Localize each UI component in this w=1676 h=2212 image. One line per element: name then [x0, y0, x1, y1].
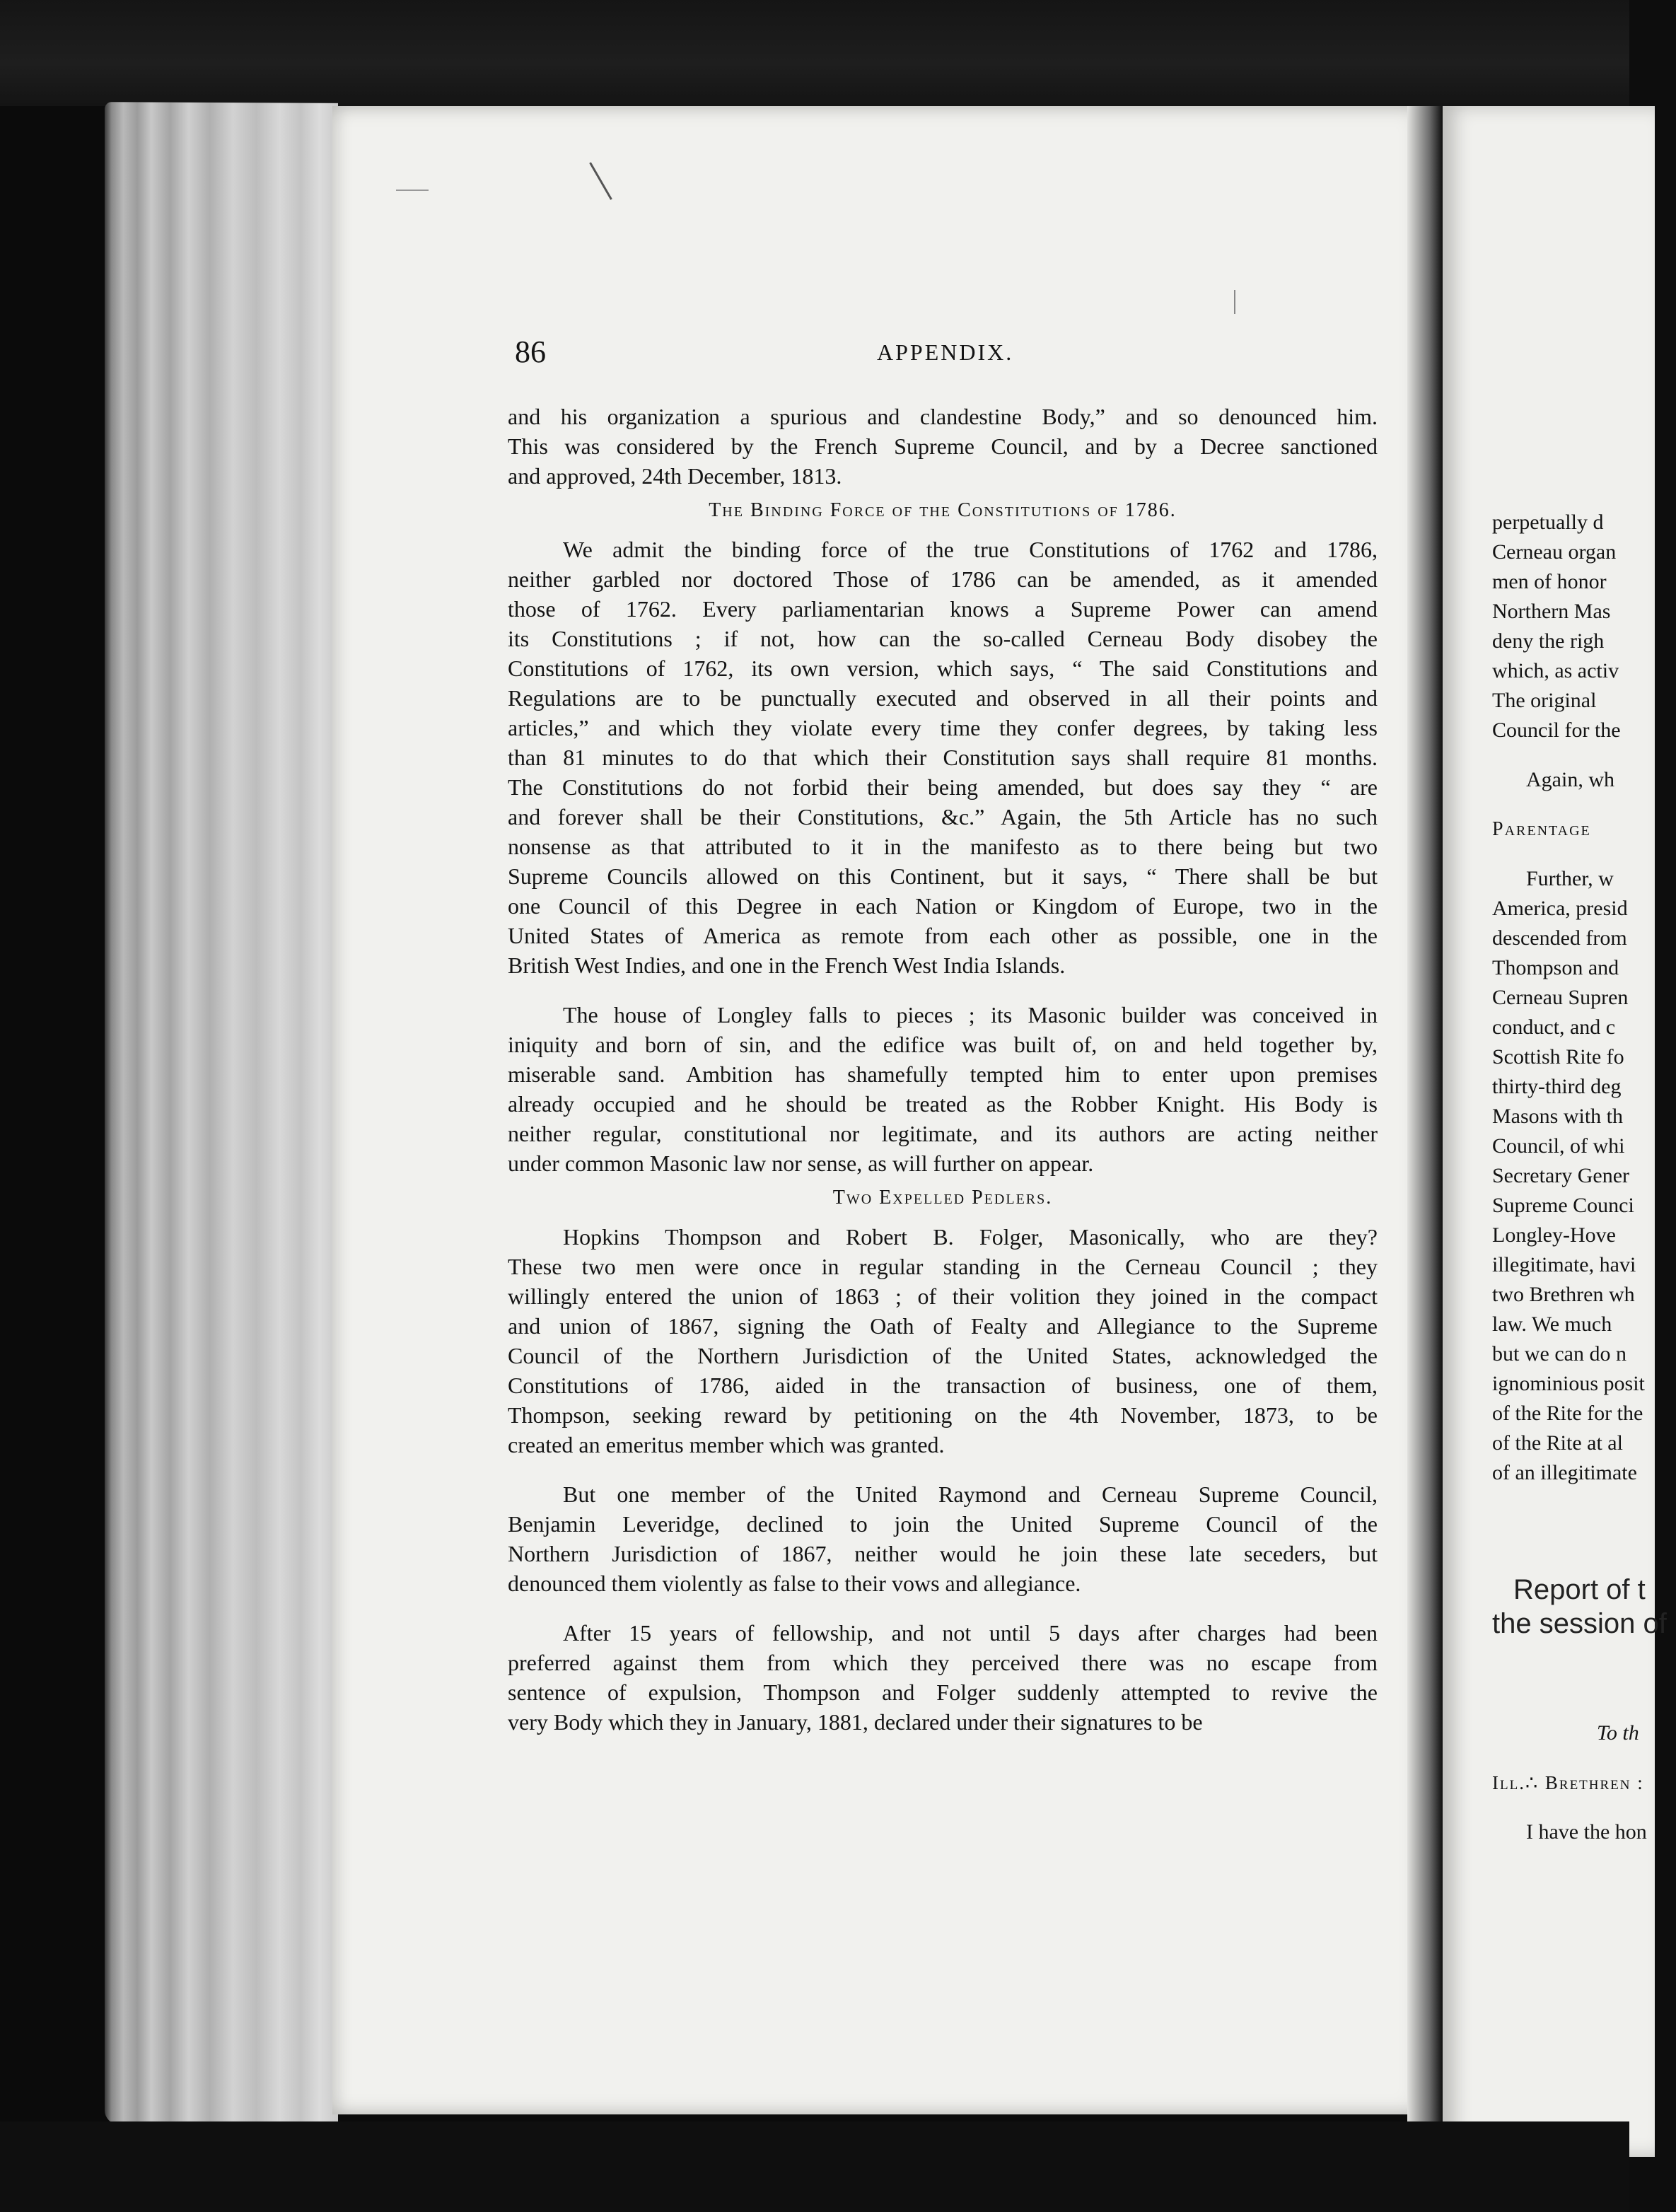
text-line: Constitutions of 1762, its own version, which says, “ The said Constitutions and	[508, 656, 1378, 681]
scan-mark	[396, 190, 429, 191]
text-line: Benjamin Leveridge, declined to join the United Supreme Council of the	[508, 1511, 1378, 1537]
text-line: miserable sand. Ambition has shamefully tempted him to enter upon premises	[508, 1061, 1378, 1087]
right-page-text-line: two Brethren wh	[1492, 1283, 1635, 1306]
text-line: We admit the binding force of the true Constitutions of 1762 and 1786,	[563, 537, 1378, 562]
text-line: These two men were once in regular standing in the Cerneau Council ; they	[508, 1254, 1378, 1279]
right-page-text	[1492, 508, 1676, 1847]
right-page-text-line: ignominious posit	[1492, 1372, 1645, 1395]
text-line: and approved, 24th December, 1813.	[508, 463, 842, 489]
right-page-text-line: law. We much	[1492, 1312, 1612, 1336]
right-page-lines-top	[1492, 508, 1676, 745]
text-line: already occupied and he should be treated as the Robber Knight. His Body is	[508, 1091, 1378, 1117]
text-line: Thompson, seeking reward by petitioning on the 4th November, 1873, to be	[508, 1402, 1378, 1428]
text-line: one Council of this Degree in each Nation or Kingdom of Europe, two in the	[508, 893, 1378, 919]
right-page-text-line: Further, w	[1526, 867, 1614, 890]
right-page-text-line: Masons with th	[1492, 1105, 1624, 1128]
right-page-text-line: Council, of whi	[1492, 1134, 1625, 1158]
right-page-report-line-1: Report of t	[1513, 1574, 1646, 1605]
right-page-text-line: The original	[1492, 689, 1597, 712]
right-page-text-line: men of honor	[1492, 570, 1607, 593]
text-line: sentence of expulsion, Thompson and Folger suddenly attempted to revive the	[508, 1680, 1378, 1705]
text-line: United States of America as remote from each other as possible, one in the	[508, 923, 1378, 948]
right-page-text-line: conduct, and c	[1492, 1015, 1616, 1039]
text-line: and his organization a spurious and clandestine Body,” and so denounced him.	[508, 404, 1378, 429]
text-line: those of 1762. Every parliamentarian knows a Supreme Power can amend	[508, 596, 1378, 622]
right-page-parentage-heading: Parentage	[1492, 818, 1591, 840]
text-line: Hopkins Thompson and Robert B. Folger, Masonically, who are they?	[563, 1224, 1378, 1250]
right-page-text-line: deny the righ	[1492, 629, 1605, 653]
right-page-text-line: Supreme Counci	[1492, 1194, 1634, 1217]
scanner-background-bottom	[0, 2121, 1629, 2212]
right-page-text-line: perpetually d	[1492, 511, 1604, 534]
text-line: its Constitutions ; if not, how can the so-called Cerneau Body disobey the	[508, 626, 1378, 651]
right-page-text-line: Longley-Hove	[1492, 1223, 1616, 1247]
text-line: neither regular, constitutional nor legitimate, and its authors are acting neither	[508, 1121, 1378, 1146]
text-line: Northern Jurisdiction of 1867, neither would he join these late seceders, but	[508, 1541, 1378, 1566]
text-line: But one member of the United Raymond and Cerneau Supreme Council,	[563, 1482, 1378, 1507]
right-page-text-line: of the Rite at al	[1492, 1431, 1623, 1455]
right-page-text-line: Northern Mas	[1492, 600, 1611, 623]
right-page-again-line: Again, wh	[1526, 768, 1614, 791]
right-page-lines-middle	[1492, 864, 1676, 1488]
text-line: very Body which they in January, 1881, declared under their signatures to be	[508, 1709, 1203, 1735]
text-line: willingly entered the union of 1863 ; of their volition they joined in the compact	[508, 1283, 1378, 1309]
section-heading: Two Expelled Pedlers.	[832, 1187, 1053, 1209]
text-line: nonsense as that attributed to it in the manifesto as to there being but two	[508, 834, 1378, 859]
text-line: iniquity and born of sin, and the edifice was built of, on and held together by,	[508, 1032, 1378, 1057]
page-number: 86	[515, 334, 546, 369]
scan-mark	[1234, 290, 1235, 314]
text-line: After 15 years of fellowship, and not until 5 days after charges had been	[563, 1620, 1378, 1646]
text-line: The Constitutions do not forbid their being amended, but does say they “ are	[508, 774, 1378, 800]
right-page-text-line: Thompson and	[1492, 956, 1619, 979]
right-page-brethren-line: Ill.∴ Brethren :	[1492, 1772, 1644, 1793]
text-line: articles,” and which they violate every time they confer degrees, by taking less	[508, 715, 1378, 740]
right-page-text-line: of the Rite for the	[1492, 1402, 1643, 1425]
right-page-text-line: but we can do n	[1492, 1342, 1626, 1366]
text-line: Council of the Northern Jurisdiction of the United States, acknowledged the	[508, 1343, 1378, 1368]
running-head: APPENDIX.	[877, 339, 1014, 365]
scanner-background-top	[0, 0, 1629, 106]
right-page-text-line: America, presid	[1492, 897, 1628, 920]
text-line: than 81 minutes to do that which their Constitution says shall require 81 months.	[508, 745, 1378, 770]
right-page	[1443, 106, 1667, 2157]
right-page-text-line: Scottish Rite fo	[1492, 1045, 1624, 1069]
right-page-report-line-2: the session of	[1492, 1608, 1667, 1639]
text-line: preferred against them from which they perceived there was no escape from	[508, 1650, 1378, 1675]
text-line: created an emeritus member which was granted.	[508, 1432, 945, 1457]
section-heading: The Binding Force of the Constitutions of 1786.	[709, 499, 1177, 521]
left-page-body	[508, 402, 1378, 1737]
right-page-text-line: Cerneau organ	[1492, 540, 1617, 564]
text-line: under common Masonic law nor sense, as will further on appear.	[508, 1151, 1094, 1176]
text-line: British West Indies, and one in the French West India Islands.	[508, 953, 1066, 978]
text-line: and forever shall be their Constitutions, &c.” Again, the 5th Article has no such	[508, 804, 1378, 830]
text-line: and union of 1867, signing the Oath of Fealty and Allegiance to the Supreme	[508, 1313, 1378, 1339]
text-line: denounced them violently as false to their vows and allegiance.	[508, 1571, 1081, 1596]
text-line: Regulations are to be punctually executed and observed in all their points and	[508, 685, 1378, 711]
book-fore-edge	[105, 102, 338, 2126]
right-page-text-line: which, as activ	[1492, 659, 1619, 682]
right-page-text-line: thirty-third deg	[1492, 1075, 1622, 1098]
right-page-text-line: illegitimate, havi	[1492, 1253, 1636, 1276]
text-line: Constitutions of 1786, aided in the transaction of business, one of them,	[508, 1373, 1378, 1398]
right-page-text-line: Secretary Gener	[1492, 1164, 1630, 1187]
text-line: Supreme Councils allowed on this Continent, but it says, “ There shall be but	[508, 863, 1378, 889]
right-page-to-line: To th	[1597, 1721, 1639, 1745]
text-line: This was considered by the French Supreme Council, and by a Decree sanctioned	[508, 433, 1378, 459]
right-page-text-line: Council for the	[1492, 718, 1621, 742]
right-page-text-line: Cerneau Supren	[1492, 986, 1629, 1009]
text-line: neither garbled nor doctored Those of 1786 can be amended, as it amended	[508, 566, 1378, 592]
right-page-text-line: of an illegitimate	[1492, 1461, 1637, 1484]
right-page-honor-line: I have the hon	[1526, 1820, 1647, 1844]
text-line: The house of Longley falls to pieces ; its Masonic builder was conceived in	[563, 1002, 1378, 1028]
right-page-text-line: descended from	[1492, 926, 1627, 950]
